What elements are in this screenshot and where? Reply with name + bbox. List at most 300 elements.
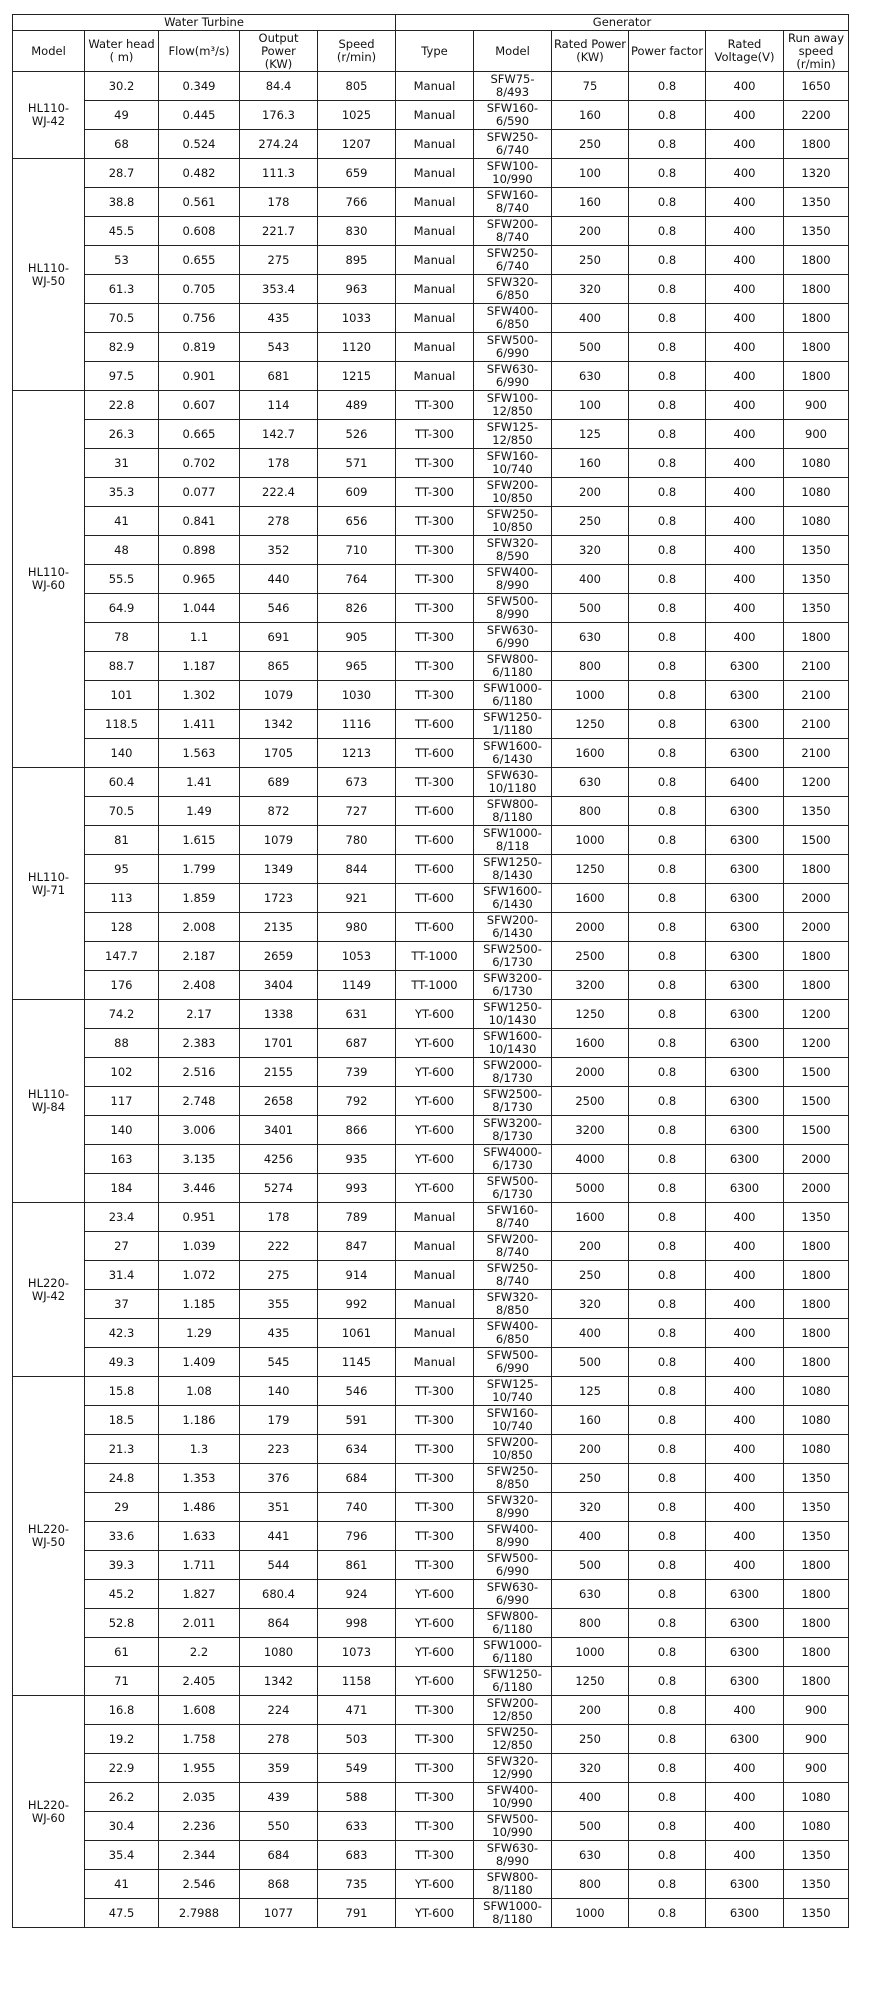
water-head-cell: 33.6 [85,1522,159,1551]
rated-power-cell: 400 [552,1319,629,1348]
rated-power-cell: 250 [552,130,629,159]
rated-voltage-cell: 400 [706,1522,784,1551]
rated-voltage-cell: 400 [706,594,784,623]
run-away-speed-cell: 1800 [784,1638,849,1667]
generator-type-cell: TT-300 [396,1406,474,1435]
power-factor-cell: 0.8 [629,420,706,449]
speed-cell: 791 [318,1899,396,1928]
generator-model-cell: SFW320- 8/990 [474,1493,552,1522]
water-head-cell: 95 [85,855,159,884]
output-power-cell: 111.3 [240,159,318,188]
power-factor-cell: 0.8 [629,217,706,246]
flow-cell: 1.711 [159,1551,240,1580]
speed-cell: 503 [318,1725,396,1754]
run-away-speed-cell: 1350 [784,536,849,565]
output-power-cell: 691 [240,623,318,652]
flow-cell: 1.039 [159,1232,240,1261]
rated-power-cell: 3200 [552,1116,629,1145]
table-row [13,1232,849,1261]
rated-voltage-cell: 400 [706,1812,784,1841]
generator-type-cell: YT-600 [396,1638,474,1667]
rated-voltage-cell: 6300 [706,1116,784,1145]
flow-cell: 2.383 [159,1029,240,1058]
run-away-speed-cell: 1350 [784,217,849,246]
output-power-cell: 142.7 [240,420,318,449]
run-away-speed-cell: 2200 [784,101,849,130]
output-power-header: Output Power (KW) [240,31,318,72]
run-away-speed-cell: 1080 [784,1812,849,1841]
flow-cell: 3.446 [159,1174,240,1203]
run-away-speed-cell: 1800 [784,855,849,884]
water-head-cell: 45.5 [85,217,159,246]
rated-voltage-cell: 400 [706,1377,784,1406]
output-power-cell: 865 [240,652,318,681]
flow-cell: 1.411 [159,710,240,739]
rated-voltage-cell: 6300 [706,710,784,739]
flow-cell: 1.29 [159,1319,240,1348]
generator-type-cell: TT-300 [396,652,474,681]
rated-voltage-cell: 400 [706,623,784,652]
rated-voltage-cell: 400 [706,1348,784,1377]
rated-power-cell: 250 [552,1464,629,1493]
rated-voltage-cell: 400 [706,1464,784,1493]
generator-type-cell: TT-300 [396,565,474,594]
generator-model-cell: SFW800- 6/1180 [474,652,552,681]
rated-voltage-cell: 400 [706,1261,784,1290]
water-head-cell: 81 [85,826,159,855]
output-power-cell: 84.4 [240,72,318,101]
flow-cell: 2.408 [159,971,240,1000]
flow-cell: 0.951 [159,1203,240,1232]
rated-power-header: Rated Power (KW) [552,31,629,72]
run-away-speed-cell: 2000 [784,1174,849,1203]
rated-power-cell: 200 [552,1696,629,1725]
rated-power-cell: 800 [552,1609,629,1638]
run-away-speed-cell: 1800 [784,1319,849,1348]
rated-voltage-cell: 6300 [706,1870,784,1899]
power-factor-cell: 0.8 [629,1029,706,1058]
rated-voltage-cell: 400 [706,1232,784,1261]
power-factor-cell: 0.8 [629,623,706,652]
output-power-cell: 680.4 [240,1580,318,1609]
speed-cell: 1116 [318,710,396,739]
water-head-cell: 55.5 [85,565,159,594]
rated-power-cell: 160 [552,101,629,130]
water-head-cell: 47.5 [85,1899,159,1928]
table-row [13,710,849,739]
power-factor-cell: 0.8 [629,826,706,855]
speed-cell: 992 [318,1290,396,1319]
table-row [13,1667,849,1696]
power-factor-cell: 0.8 [629,1667,706,1696]
output-power-cell: 864 [240,1609,318,1638]
water-head-cell: 184 [85,1174,159,1203]
rated-power-cell: 1000 [552,1638,629,1667]
speed-cell: 633 [318,1812,396,1841]
flow-cell: 0.524 [159,130,240,159]
flow-cell: 1.486 [159,1493,240,1522]
output-power-cell: 4256 [240,1145,318,1174]
generator-model-cell: SFW250- 6/740 [474,246,552,275]
power-factor-cell: 0.8 [629,1870,706,1899]
generator-type-cell: TT-300 [396,478,474,507]
rated-voltage-cell: 6300 [706,1058,784,1087]
rated-power-cell: 1600 [552,884,629,913]
generator-model-cell: SFW800- 6/1180 [474,1609,552,1638]
rated-voltage-cell: 6300 [706,739,784,768]
run-away-speed-cell: 1800 [784,333,849,362]
power-factor-cell: 0.8 [629,1261,706,1290]
output-power-cell: 2155 [240,1058,318,1087]
power-factor-cell: 0.8 [629,884,706,913]
water-head-cell: 70.5 [85,304,159,333]
speed-cell: 609 [318,478,396,507]
table-row [13,159,849,188]
rated-power-cell: 1000 [552,1899,629,1928]
speed-cell: 866 [318,1116,396,1145]
power-factor-cell: 0.8 [629,1058,706,1087]
speed-cell: 1073 [318,1638,396,1667]
power-factor-cell: 0.8 [629,681,706,710]
power-factor-cell: 0.8 [629,594,706,623]
output-power-cell: 359 [240,1754,318,1783]
generator-type-cell: TT-300 [396,1493,474,1522]
power-factor-cell: 0.8 [629,1580,706,1609]
power-factor-cell: 0.8 [629,797,706,826]
output-power-cell: 275 [240,1261,318,1290]
power-factor-cell: 0.8 [629,1841,706,1870]
rated-power-cell: 1250 [552,855,629,884]
power-factor-cell: 0.8 [629,536,706,565]
output-power-cell: 1080 [240,1638,318,1667]
power-factor-cell: 0.8 [629,739,706,768]
table-row [13,739,849,768]
run-away-speed-cell: 900 [784,1696,849,1725]
power-factor-cell: 0.8 [629,1899,706,1928]
flow-cell: 0.608 [159,217,240,246]
water-head-cell: 19.2 [85,1725,159,1754]
power-factor-cell: 0.8 [629,478,706,507]
water-head-cell: 49 [85,101,159,130]
rated-voltage-cell: 6300 [706,1638,784,1667]
run-away-speed-cell: 1080 [784,1406,849,1435]
flow-cell: 1.409 [159,1348,240,1377]
output-power-cell: 546 [240,594,318,623]
table-row [13,362,849,391]
speed-cell: 796 [318,1522,396,1551]
run-away-speed-header: Run away speed (r/min) [784,31,849,72]
output-power-cell: 439 [240,1783,318,1812]
run-away-speed-cell: 2000 [784,913,849,942]
output-power-cell: 689 [240,768,318,797]
flow-cell: 0.482 [159,159,240,188]
power-factor-cell: 0.8 [629,1000,706,1029]
water-head-cell: 39.3 [85,1551,159,1580]
water-head-cell: 18.5 [85,1406,159,1435]
rated-voltage-cell: 400 [706,1319,784,1348]
table-row [13,1754,849,1783]
flow-cell: 2.405 [159,1667,240,1696]
power-factor-cell: 0.8 [629,1638,706,1667]
rated-voltage-cell: 400 [706,130,784,159]
table-row [13,1290,849,1319]
rated-power-cell: 200 [552,1232,629,1261]
water-head-cell: 45.2 [85,1580,159,1609]
water-head-cell: 26.2 [85,1783,159,1812]
turbine-model-cell: HL110- WJ-71 [13,768,85,1000]
generator-model-cell: SFW320- 12/990 [474,1754,552,1783]
water-head-cell: 24.8 [85,1464,159,1493]
water-head-cell: 38.8 [85,188,159,217]
run-away-speed-cell: 1500 [784,1087,849,1116]
rated-power-cell: 250 [552,1261,629,1290]
generator-type-cell: YT-600 [396,1580,474,1609]
table-row [13,1638,849,1667]
flow-cell: 0.965 [159,565,240,594]
table-row [13,826,849,855]
speed-cell: 766 [318,188,396,217]
water-head-cell: 117 [85,1087,159,1116]
table-row [13,1551,849,1580]
rated-power-cell: 500 [552,594,629,623]
generator-model-cell: SFW250- 8/740 [474,1261,552,1290]
output-power-cell: 176.3 [240,101,318,130]
water-head-cell: 118.5 [85,710,159,739]
speed-cell: 549 [318,1754,396,1783]
rated-voltage-cell: 6300 [706,652,784,681]
output-power-cell: 178 [240,1203,318,1232]
table-row [13,1696,849,1725]
rated-voltage-cell: 6300 [706,1609,784,1638]
rated-voltage-cell: 400 [706,188,784,217]
generator-model-cell: SFW1000- 8/118 [474,826,552,855]
generator-model-cell: SFW400- 8/990 [474,1522,552,1551]
output-power-cell: 2658 [240,1087,318,1116]
flow-cell: 0.705 [159,275,240,304]
table-row [13,1493,849,1522]
generator-model-cell: SFW250- 12/850 [474,1725,552,1754]
flow-cell: 3.135 [159,1145,240,1174]
table-row [13,1812,849,1841]
rated-power-cell: 160 [552,188,629,217]
generator-model-header: Model [474,31,552,72]
speed-cell: 739 [318,1058,396,1087]
generator-model-cell: SFW630- 6/990 [474,362,552,391]
generator-model-cell: SFW200- 10/850 [474,1435,552,1464]
speed-cell: 1030 [318,681,396,710]
flow-cell: 0.655 [159,246,240,275]
group-header-row [13,15,849,31]
speed-cell: 1215 [318,362,396,391]
flow-cell: 1.49 [159,797,240,826]
generator-model-cell: SFW200- 6/1430 [474,913,552,942]
generator-model-cell: SFW250- 6/740 [474,130,552,159]
speed-cell: 914 [318,1261,396,1290]
table-row [13,130,849,159]
run-away-speed-cell: 1500 [784,1116,849,1145]
rated-power-cell: 250 [552,246,629,275]
speed-cell: 735 [318,1870,396,1899]
output-power-cell: 550 [240,1812,318,1841]
speed-cell: 727 [318,797,396,826]
rated-voltage-cell: 400 [706,362,784,391]
power-factor-cell: 0.8 [629,159,706,188]
flow-cell: 2.17 [159,1000,240,1029]
run-away-speed-cell: 1350 [784,1899,849,1928]
rated-power-cell: 1250 [552,710,629,739]
generator-model-cell: SFW160- 8/740 [474,188,552,217]
output-power-cell: 435 [240,304,318,333]
flow-cell: 2.011 [159,1609,240,1638]
flow-cell: 1.3 [159,1435,240,1464]
generator-model-cell: SFW500- 6/1730 [474,1174,552,1203]
generator-type-cell: TT-300 [396,768,474,797]
output-power-cell: 1077 [240,1899,318,1928]
output-power-cell: 222 [240,1232,318,1261]
rated-power-cell: 1600 [552,739,629,768]
generator-model-cell: SFW800- 8/1180 [474,1870,552,1899]
speed-cell: 656 [318,507,396,536]
generator-type-cell: TT-300 [396,420,474,449]
table-row [13,536,849,565]
table-row [13,420,849,449]
run-away-speed-cell: 1800 [784,971,849,1000]
speed-cell: 1120 [318,333,396,362]
speed-cell: 844 [318,855,396,884]
generator-model-cell: SFW2500- 8/1730 [474,1087,552,1116]
table-row [13,72,849,101]
power-factor-cell: 0.8 [629,1290,706,1319]
run-away-speed-cell: 1500 [784,826,849,855]
power-factor-cell: 0.8 [629,1435,706,1464]
rated-voltage-cell: 400 [706,1203,784,1232]
flow-cell: 1.185 [159,1290,240,1319]
table-row [13,797,849,826]
output-power-cell: 872 [240,797,318,826]
rated-voltage-cell: 400 [706,391,784,420]
speed-cell: 1053 [318,942,396,971]
rated-power-cell: 1250 [552,1000,629,1029]
run-away-speed-cell: 1350 [784,1870,849,1899]
generator-model-cell: SFW3200- 8/1730 [474,1116,552,1145]
generator-type-cell: Manual [396,188,474,217]
flow-cell: 1.633 [159,1522,240,1551]
rated-voltage-cell: 400 [706,1841,784,1870]
generator-type-cell: YT-600 [396,1899,474,1928]
generator-model-cell: SFW160- 8/740 [474,1203,552,1232]
table-row [13,1319,849,1348]
rated-voltage-cell: 6300 [706,1174,784,1203]
table-row [13,1377,849,1406]
table-row [13,1261,849,1290]
generator-type-cell: YT-600 [396,1174,474,1203]
water-head-cell: 61 [85,1638,159,1667]
generator-model-cell: SFW1250- 1/1180 [474,710,552,739]
output-power-cell: 351 [240,1493,318,1522]
generator-type-cell: TT-300 [396,1435,474,1464]
rated-power-cell: 200 [552,217,629,246]
rated-power-cell: 2500 [552,942,629,971]
run-away-speed-cell: 1080 [784,1435,849,1464]
speed-cell: 1158 [318,1667,396,1696]
generator-model-cell: SFW500- 10/990 [474,1812,552,1841]
turbine-model-cell: HL110- WJ-60 [13,391,85,768]
table-row [13,304,849,333]
power-factor-cell: 0.8 [629,1812,706,1841]
rated-power-cell: 500 [552,1348,629,1377]
rated-voltage-cell: 400 [706,1551,784,1580]
water-head-cell: 61.3 [85,275,159,304]
power-factor-cell: 0.8 [629,1609,706,1638]
power-factor-cell: 0.8 [629,1377,706,1406]
generator-model-cell: SFW320- 8/850 [474,1290,552,1319]
output-power-cell: 352 [240,536,318,565]
rated-voltage-cell: 400 [706,275,784,304]
table-row [13,1609,849,1638]
rated-voltage-cell: 6300 [706,1899,784,1928]
rated-power-cell: 2000 [552,1058,629,1087]
output-power-cell: 441 [240,1522,318,1551]
generator-type-cell: TT-600 [396,855,474,884]
generator-type-cell: Manual [396,159,474,188]
flow-cell: 1.353 [159,1464,240,1493]
table-row [13,275,849,304]
output-power-cell: 355 [240,1290,318,1319]
table-body [13,72,849,1928]
rated-voltage-cell: 400 [706,565,784,594]
water-turbine-group-header: Water Turbine [13,15,396,31]
turbine-generator-table [12,14,849,1928]
water-head-cell: 52.8 [85,1609,159,1638]
table-row [13,217,849,246]
water-head-header: Water head ( m) [85,31,159,72]
generator-model-cell: SFW500- 6/990 [474,333,552,362]
speed-cell: 1061 [318,1319,396,1348]
generator-type-cell: TT-300 [396,1841,474,1870]
output-power-cell: 353.4 [240,275,318,304]
rated-voltage-cell: 400 [706,1406,784,1435]
rated-voltage-cell: 6300 [706,826,784,855]
table-row [13,101,849,130]
run-away-speed-cell: 1320 [784,159,849,188]
water-head-cell: 41 [85,507,159,536]
generator-model-cell: SFW1000- 8/1180 [474,1899,552,1928]
generator-type-header: Type [396,31,474,72]
run-away-speed-cell: 900 [784,1754,849,1783]
generator-type-cell: Manual [396,362,474,391]
run-away-speed-cell: 1800 [784,1261,849,1290]
water-head-cell: 74.2 [85,1000,159,1029]
water-head-cell: 31 [85,449,159,478]
table-row [13,1464,849,1493]
turbine-model-cell: HL110- WJ-84 [13,1000,85,1203]
run-away-speed-cell: 2000 [784,1145,849,1174]
rated-power-cell: 320 [552,1754,629,1783]
generator-type-cell: TT-300 [396,1812,474,1841]
rated-power-cell: 2500 [552,1087,629,1116]
flow-header: Flow(m³/s) [159,31,240,72]
speed-cell: 471 [318,1696,396,1725]
rated-voltage-cell: 400 [706,72,784,101]
rated-power-cell: 800 [552,652,629,681]
flow-cell: 2.748 [159,1087,240,1116]
generator-type-cell: TT-300 [396,1522,474,1551]
generator-model-cell: SFW400- 6/850 [474,1319,552,1348]
rated-voltage-cell: 400 [706,333,784,362]
generator-type-cell: Manual [396,1348,474,1377]
table-row [13,449,849,478]
generator-type-cell: YT-600 [396,1145,474,1174]
